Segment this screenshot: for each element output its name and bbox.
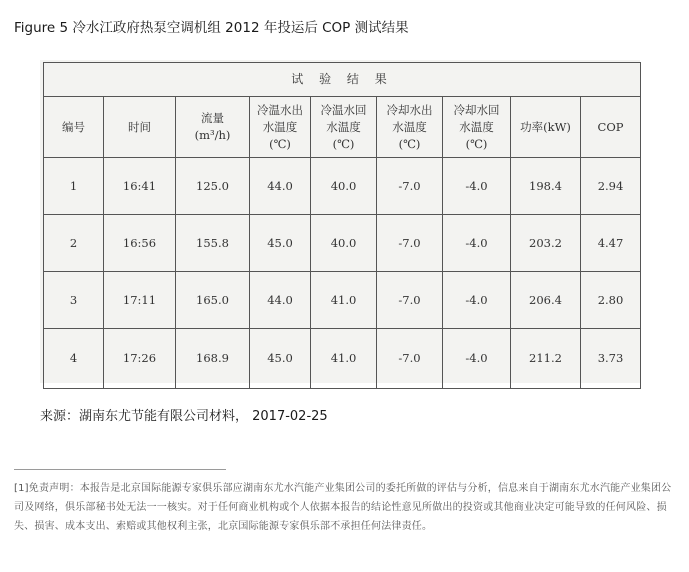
source-note: 来源：湖南东尤节能有限公司材料， 2017-02-25	[40, 409, 328, 424]
disclaimer-footnote: [1]免责声明：本报告是北京国际能源专家俱乐部应湖南东尤水汽能产业集团公司的委托所做的评估与分析，信息来自于湖南东尤水汽能产业集团公司及网络，俱乐部秘书处无法一一核实。对于任何商业机构或个人依据本报告的结论性意见所做出的投资或其他商业决定可能导致的任何风险、损失、损害、成本支出、索赔或其他权利主张，北京国际能源专家俱乐部不承担任何法律责任。	[14, 483, 672, 532]
table-cell: 3	[44, 272, 104, 329]
table-cell: 125.0	[176, 158, 250, 215]
cop-results-table	[43, 62, 641, 389]
table-cell: 4.47	[581, 215, 641, 272]
table-cell: 41.0	[311, 329, 377, 389]
table-cell: 17:11	[104, 272, 176, 329]
table-cell: 44.0	[250, 158, 311, 215]
column-header-line: COP	[597, 119, 624, 134]
table-cell: 2.94	[581, 158, 641, 215]
table-row	[44, 158, 641, 215]
table-cell: -4.0	[443, 329, 511, 389]
table-cell: 40.0	[311, 215, 377, 272]
table-cell: 203.2	[511, 215, 581, 272]
table-cell: 211.2	[511, 329, 581, 389]
column-header-line: (℃)	[269, 136, 291, 151]
column-header-line: 编号	[62, 119, 85, 134]
table-cell: -4.0	[443, 158, 511, 215]
table-cell: 4	[44, 329, 104, 389]
table-cell: 40.0	[311, 158, 377, 215]
column-header-line: 流量	[201, 111, 224, 125]
table-header-row	[44, 97, 641, 158]
column-header-line: 冷温水出	[257, 102, 303, 117]
table-cell: 198.4	[511, 158, 581, 215]
column-header	[377, 97, 443, 158]
column-header-line: 水温度	[392, 119, 427, 134]
column-header-line: 时间	[128, 119, 151, 134]
column-header	[44, 97, 104, 158]
table-cell: 2	[44, 215, 104, 272]
table-cell: 1	[44, 158, 104, 215]
table-cell: -7.0	[377, 215, 443, 272]
column-header-line: 功率(kW)	[520, 119, 571, 134]
column-header	[511, 97, 581, 158]
table-cell: 16:56	[104, 215, 176, 272]
column-header-line: 冷却水出	[386, 102, 433, 117]
table-cell: -4.0	[443, 272, 511, 329]
column-header-line: (m³/h)	[194, 128, 231, 142]
column-header	[250, 97, 311, 158]
table-cell: 2.80	[581, 272, 641, 329]
table-cell: 45.0	[250, 215, 311, 272]
table-cell: 3.73	[581, 329, 641, 389]
table-cell: 168.9	[176, 329, 250, 389]
table-cell: -7.0	[377, 158, 443, 215]
table-cell: -7.0	[377, 329, 443, 389]
table-cell: 155.8	[176, 215, 250, 272]
column-header-line: 冷却水回	[453, 102, 500, 117]
table-cell: 45.0	[250, 329, 311, 389]
column-header	[176, 97, 250, 158]
column-header	[443, 97, 511, 158]
table-cell: 16:41	[104, 158, 176, 215]
table-cell: 206.4	[511, 272, 581, 329]
table-cell: -4.0	[443, 215, 511, 272]
table-caption-row	[44, 63, 641, 97]
column-header-line: 水温度	[326, 119, 361, 134]
column-header	[311, 97, 377, 158]
column-header-line: 冷温水回	[320, 102, 367, 117]
column-header-line: (℃)	[332, 136, 355, 151]
table-cell: 17:26	[104, 329, 176, 389]
figure-title: Figure 5 冷水江政府热泵空调机组 2012 年投运后 COP 测试结果	[14, 20, 409, 36]
table-row	[44, 215, 641, 272]
table-cell: -7.0	[377, 272, 443, 329]
table-row	[44, 329, 641, 389]
table-cell: 44.0	[250, 272, 311, 329]
table-cell: 41.0	[311, 272, 377, 329]
footnote-divider	[14, 469, 226, 470]
column-header-line: (℃)	[465, 136, 488, 151]
table-cell: 165.0	[176, 272, 250, 329]
table-caption: 试 验 结 果	[44, 63, 641, 97]
column-header	[104, 97, 176, 158]
column-header-line: (℃)	[398, 136, 421, 151]
column-header-line: 水温度	[262, 119, 298, 134]
column-header-line: 水温度	[459, 119, 494, 134]
table-row	[44, 272, 641, 329]
column-header	[581, 97, 641, 158]
